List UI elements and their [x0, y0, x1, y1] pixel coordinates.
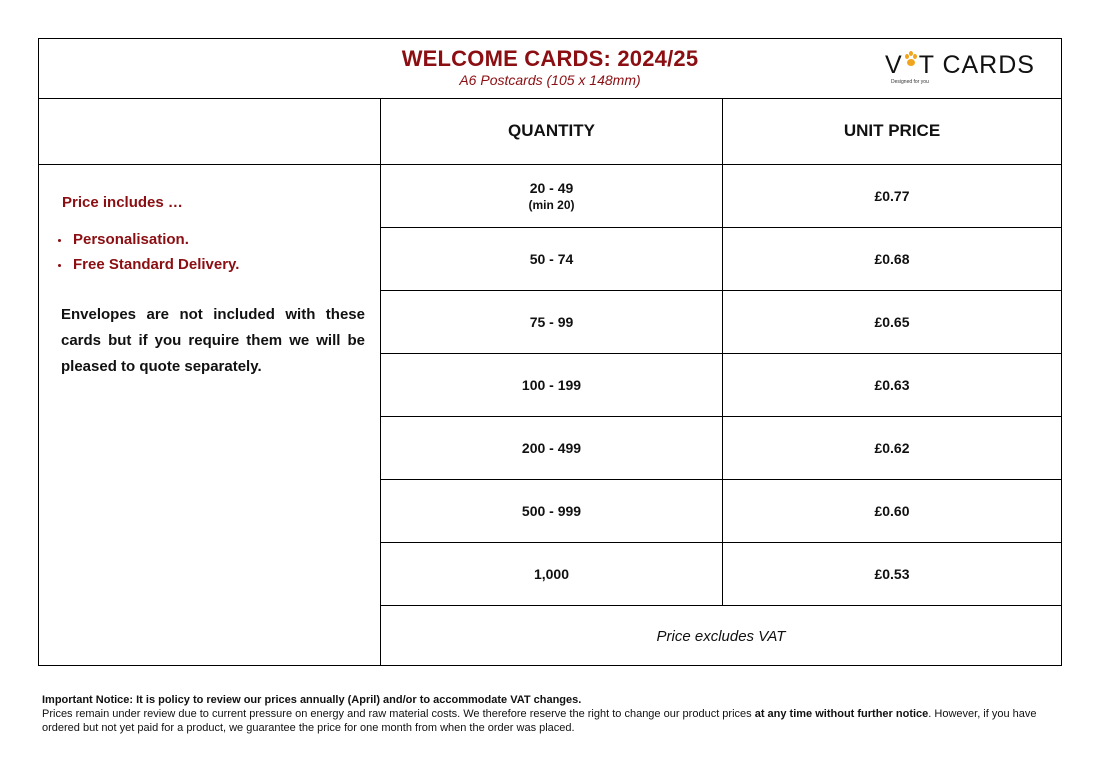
bullet-icon — [58, 239, 61, 242]
quantity-cell: 100 - 199 — [521, 377, 582, 393]
logo-wordmark — [885, 51, 1035, 80]
paw-icon — [904, 51, 918, 67]
quantity-value: 20 - 49 — [529, 180, 574, 196]
includes-item-label: Personalisation. — [73, 231, 189, 248]
vat-note: Price excludes VAT — [656, 627, 786, 645]
page-title: WELCOME CARDS: 2024/25 — [401, 46, 699, 71]
header — [39, 39, 1061, 99]
includes-item-label: Free Standard Delivery. — [73, 256, 240, 273]
notice-heading: Important Notice: It is policy to review our prices annually (April) and/or to accommodate VAT changes. — [42, 694, 582, 706]
notice-text-end: . However, if you have ordered but not yet paid for a product, we guarantee the price for one month from when the order was placed. — [42, 708, 1037, 734]
notice-text: Prices remain under review due to current pressure on energy and raw material costs. We therefore reserve the right to change our product prices — [42, 708, 755, 720]
page-subtitle: A6 Postcards (105 x 148mm) — [459, 72, 641, 88]
bullet-icon — [58, 264, 61, 267]
row-divider — [381, 605, 1061, 606]
price-cell: £0.65 — [874, 314, 910, 330]
price-sheet — [38, 38, 1062, 666]
includes-item — [58, 231, 189, 248]
price-cell: £0.53 — [874, 566, 910, 582]
price-cell: £0.68 — [874, 251, 910, 267]
includes-item — [58, 256, 239, 273]
quantity-note: (min 20) — [528, 198, 575, 212]
price-cell: £0.77 — [874, 188, 910, 204]
quantity-cell — [381, 165, 722, 227]
quantity-header: QUANTITY — [508, 121, 595, 140]
notice-emphasis: at any time without further notice — [754, 708, 929, 720]
logo-text-end: T CARDS — [918, 51, 1035, 79]
logo-text-start: V — [885, 51, 903, 79]
notice-body — [42, 707, 1062, 735]
includes-heading: Price includes … — [62, 194, 183, 211]
unit-price-header: UNIT PRICE — [843, 121, 941, 140]
price-cell: £0.60 — [874, 503, 910, 519]
price-cell: £0.63 — [874, 377, 910, 393]
quantity-cell: 1,000 — [533, 566, 570, 582]
logo-tagline: Designed for you — [891, 79, 929, 85]
quantity-cell: 200 - 499 — [521, 440, 582, 456]
quantity-cell: 500 - 999 — [521, 503, 582, 519]
price-cell: £0.62 — [874, 440, 910, 456]
quantity-cell: 75 - 99 — [529, 314, 574, 330]
envelopes-note: Envelopes are not included with these cards but if you require them we will be pleased to quote separately. — [61, 306, 365, 375]
logo — [885, 51, 1055, 91]
important-notice — [42, 693, 1062, 735]
quantity-cell: 50 - 74 — [529, 251, 574, 267]
